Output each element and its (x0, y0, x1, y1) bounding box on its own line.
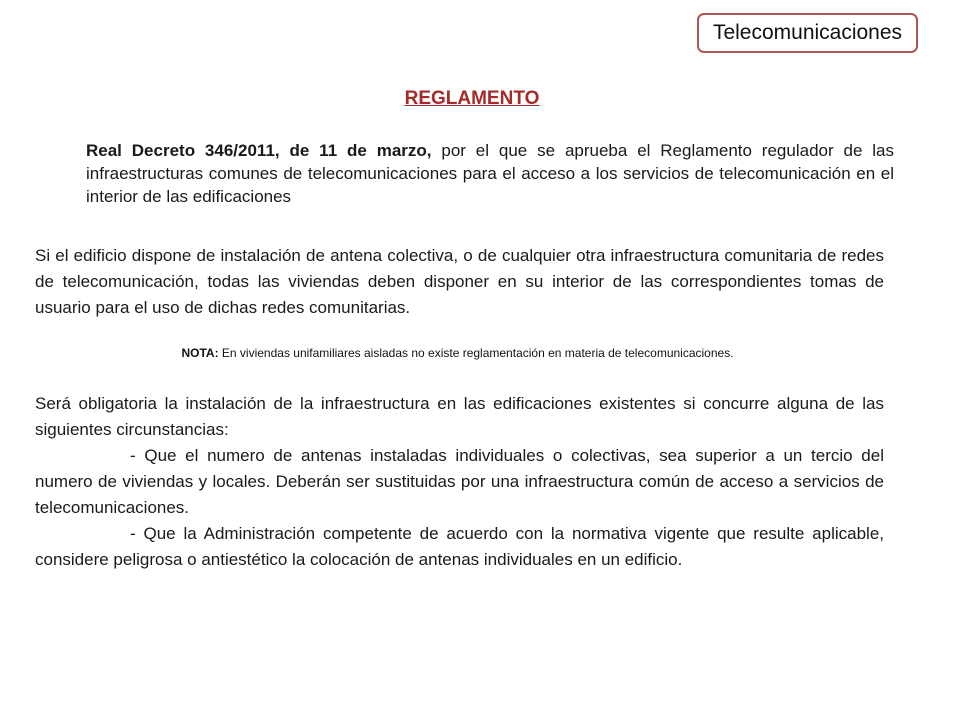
decree-reference: Real Decreto 346/2011, de 11 de marzo, (86, 141, 432, 160)
section-badge-label: Telecomunicaciones (712, 21, 903, 44)
page-title: REGLAMENTO (404, 88, 540, 109)
decree-paragraph (86, 139, 894, 208)
obligation-item-1: - Que el numero de antenas instaladas individuales o colectivas, sea superior a un tercio del numero de viviendas y locales. Deberán ser sustituidas por una infraestructura común de acceso a servicios de telecomunicaciones. (35, 446, 884, 517)
obligation-paragraph (35, 391, 884, 573)
obligation-item-2: - Que la Administración competente de acuerdo con la normativa vigente que resulte aplicable, considere peligrosa o antiestético la colocación de antenas individuales en un edificio. (35, 524, 884, 569)
obligation-intro: Será obligatoria la instalación de la infraestructura en las edificaciones existentes si concurre alguna de las siguientes circunstancias: (35, 394, 884, 439)
note-label: NOTA: (181, 346, 219, 360)
section-badge (697, 13, 918, 53)
building-paragraph: Si el edificio dispone de instalación de antena colectiva, o de cualquier otra infraestructura comunitaria de redes de telecomunicación, todas las viviendas deben disponer en su interior de las correspondientes tomas de usuario para el uso de dichas redes comunitarias. (35, 246, 884, 317)
decree-description: por el que se aprueba el Reglamento regulador de las infraestructuras comunes de telecomunicaciones para el acceso a los servicios de telecomunicación en el interior de las edificaciones (86, 141, 894, 206)
note-text: En viviendas unifamiliares aisladas no existe reglamentación en materia de telecomunicaciones. (218, 346, 734, 360)
note-line (0, 346, 915, 360)
